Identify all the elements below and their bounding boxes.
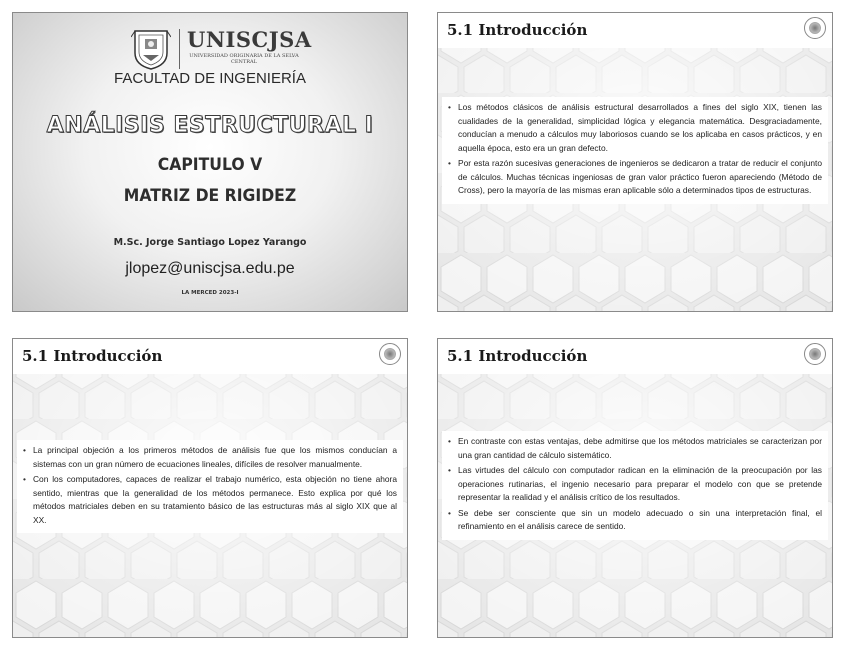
course-title: ANÁLISIS ESTRUCTURAL I	[46, 113, 374, 138]
author-name: M.Sc. Jorge Santiago Lopez Yarango	[113, 237, 307, 248]
university-seal-icon	[804, 17, 826, 39]
content-slide-3[interactable]	[437, 338, 833, 638]
bullet-dot-icon: •	[448, 465, 451, 475]
crest-icon	[131, 27, 171, 71]
bullet-item	[446, 435, 822, 462]
slide-title: 5.1 Introducción	[22, 347, 163, 365]
university-seal-icon	[804, 343, 826, 365]
slide-header	[438, 13, 832, 48]
university-name: UNISCJSA	[187, 27, 312, 52]
bullet-text: Por esta razón sucesivas generaciones de ingenieros se dedicaron a tratar de reducir el conjunto de cálculos. Muchas técnicas ingeniosas de gran valor práctico fueron apareciendo (Método de Cross), pero la mayoría de las mismas eran aplicable sólo a determinados tipos de estructuras.	[458, 158, 822, 195]
slide-header	[438, 339, 832, 374]
slide-title: 5.1 Introducción	[447, 21, 588, 39]
bullet-dot-icon: •	[448, 436, 451, 446]
bullet-dot-icon: •	[448, 507, 451, 518]
slide-body	[442, 431, 828, 540]
bullet-text: Los métodos clásicos de análisis estructural desarrollados a fines del siglo XIX, tienen las cualidades de la generalidad, simplicidad lógica y elegancia matemática. Desgraciadamente, conducían a menudo a cálculos muy laboriosos cuando se los aplicaba en casos prácticos, y en aquella época, esto era un gran defecto.	[458, 102, 822, 153]
place-date: LA MERCED 2023-I	[181, 290, 239, 296]
chapter-title: CAPITULO V	[157, 155, 263, 175]
university-seal-icon	[379, 343, 401, 365]
title-slide[interactable]	[12, 12, 408, 312]
bullet-text: La principal objeción a los primeros métodos de análisis fue que los mismos conducían a sistemas con un gran número de ecuaciones lineales, difíciles de resolver manualmente.	[33, 445, 397, 469]
bullet-list	[446, 435, 822, 534]
bullet-item	[21, 473, 397, 527]
subject-title: MATRIZ DE RIGIDEZ	[123, 186, 297, 206]
bullet-item	[446, 157, 822, 198]
faculty-name: FACULTAD DE INGENIERÍA	[114, 70, 306, 87]
content-slide-1[interactable]	[437, 12, 833, 312]
logo-divider	[179, 29, 180, 69]
bullet-dot-icon: •	[448, 158, 451, 168]
slide-body	[442, 97, 828, 204]
bullet-item	[446, 464, 822, 505]
bullet-dot-icon: •	[448, 102, 451, 112]
university-logo	[13, 25, 407, 73]
bullet-item	[446, 507, 822, 534]
slide-title: 5.1 Introducción	[447, 347, 588, 365]
bullet-text: Las virtudes del cálculo con computador radican en la eliminación de la preocupación por las operaciones rutinarias, el ingenio necesario para preparar el modelo con que se pretende representar la realidad y el análisis crítico de los resultados.	[458, 465, 822, 502]
university-subtitle: UNIVERSIDAD ORIGINARIA DE LA SELVA CENTRAL	[189, 53, 299, 65]
bullet-list	[446, 101, 822, 198]
bullet-list	[21, 444, 397, 527]
slide-body	[17, 440, 403, 533]
bullet-text: Se debe ser consciente que sin un modelo adecuado o sin una interpretación final, el refinamiento en el análisis carece de sentido.	[458, 507, 822, 531]
author-email: jlopez@uniscjsa.edu.pe	[125, 260, 295, 277]
content-slide-2[interactable]	[12, 338, 408, 638]
slide-header	[13, 339, 407, 374]
bullet-item	[446, 101, 822, 155]
bullet-text: Con los computadores, capaces de realizar el trabajo numérico, esta objeción no tiene ahora sentido, mientras que la generalidad de los métodos permanece. Esto explica por qué los métodos matriciales deben en su tratamiento básico de las estructuras más al siglo XIX que al XX.	[33, 474, 397, 525]
bullet-item	[21, 444, 397, 471]
bullet-dot-icon: •	[23, 445, 26, 455]
bullet-text: En contraste con estas ventajas, debe admitirse que los métodos matriciales se caracterizan por una gran cantidad de cálculo sistemático.	[458, 436, 822, 460]
bullet-dot-icon: •	[23, 474, 26, 484]
